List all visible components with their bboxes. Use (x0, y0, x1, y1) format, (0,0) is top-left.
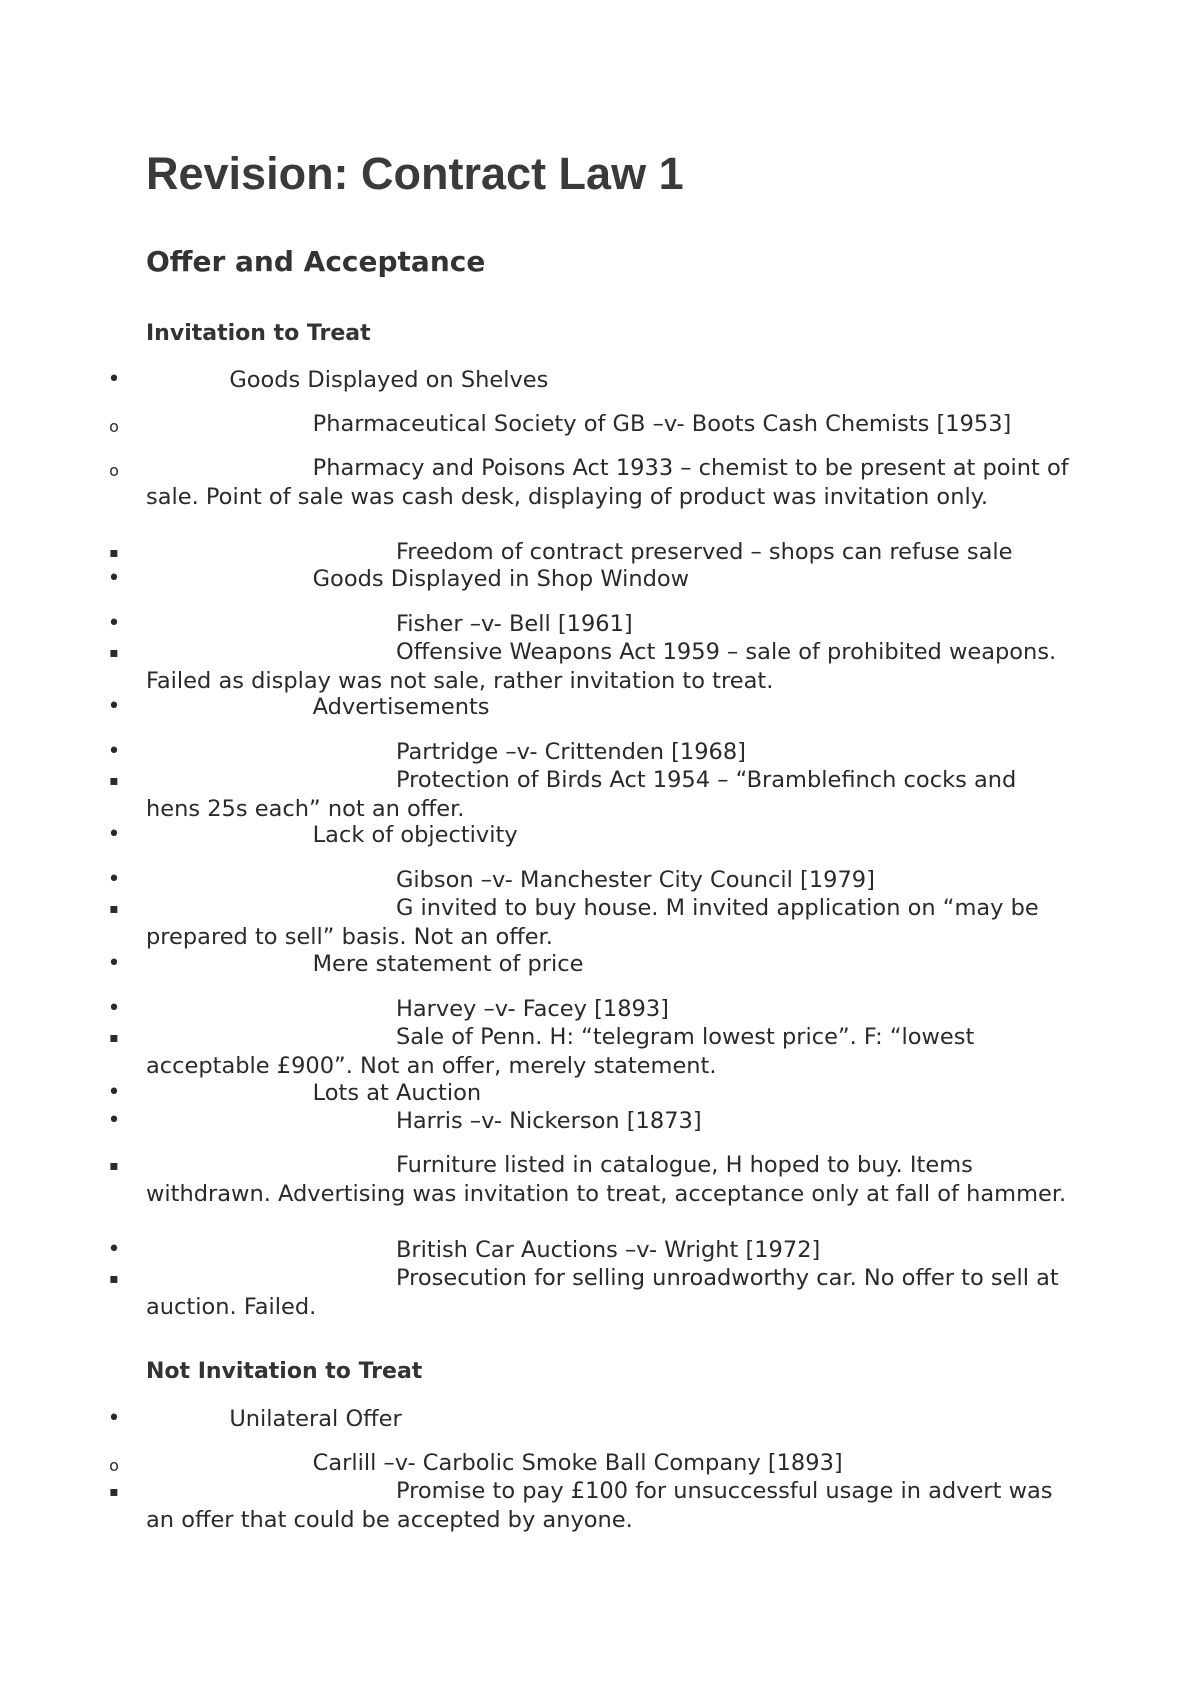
bullet-dot-icon (104, 1405, 124, 1434)
list-item-text: Pharmaceutical Society of GB –v- Boots Cash Chemists [1953] (312, 411, 1012, 437)
list-item-text: G invited to buy house. M invited application on “may be prepared to sell” basis. Not an offer. (146, 895, 1046, 950)
list-item (146, 454, 1076, 511)
bullet-dot-icon (104, 995, 124, 1024)
bullet-square-icon (104, 1477, 124, 1508)
list-item (146, 1079, 1076, 1108)
bullet-dot-icon (104, 610, 124, 639)
list-item (146, 995, 1076, 1024)
list-item-text: Mere statement of price (312, 951, 584, 977)
list-item-text: Lack of objectivity (312, 822, 518, 848)
list-item-text: Unilateral Offer (229, 1406, 402, 1432)
list-item-text: Lots at Auction (312, 1080, 482, 1106)
document-title: Revision: Contract Law 1 (146, 148, 684, 199)
bullet-square-icon (104, 538, 124, 569)
list-item (146, 1151, 1076, 1208)
bullet-dot-icon (104, 366, 124, 395)
list-item-text: Advertisements (312, 694, 490, 720)
bullet-square-icon (104, 1151, 124, 1182)
list-item-text: Prosecution for selling unroadworthy car. No offer to sell at auction. Failed. (146, 1265, 1066, 1320)
list-item (146, 766, 1076, 823)
bullet-dot-icon (104, 1236, 124, 1265)
bullet-dot-icon (104, 693, 124, 722)
bullet-square-icon (104, 766, 124, 797)
list-item (146, 950, 1076, 979)
bullet-dot-icon (104, 565, 124, 594)
list-item (146, 410, 1076, 439)
list-item (146, 1405, 1076, 1434)
list-item (146, 1449, 1076, 1478)
bullet-circle-icon (104, 410, 124, 440)
list-item (146, 1236, 1076, 1265)
list-item-text: British Car Auctions –v- Wright [1972] (395, 1237, 821, 1263)
bullet-dot-icon (104, 950, 124, 979)
list-item (146, 366, 1076, 395)
list-item-text: Carlill –v- Carbolic Smoke Ball Company [1893] (312, 1450, 843, 1476)
list-item-text: Goods Displayed on Shelves (229, 367, 549, 393)
list-item (146, 1264, 1076, 1321)
subheading-invitation-to-treat: Invitation to Treat (146, 321, 371, 346)
list-item (146, 1107, 1076, 1136)
list-item (146, 638, 1076, 695)
list-item (146, 821, 1076, 850)
bullet-circle-icon (104, 1449, 124, 1479)
list-item-text: Protection of Birds Act 1954 – “Bramblefinch cocks and hens 25s each” not an offer. (146, 767, 1024, 822)
bullet-dot-icon (104, 1107, 124, 1136)
list-item-text: Goods Displayed in Shop Window (312, 566, 690, 592)
subheading-not-invitation-to-treat: Not Invitation to Treat (146, 1359, 423, 1384)
list-item-text: Sale of Penn. H: “telegram lowest price”. F: “lowest acceptable £900”. Not an offer, merely statement. (146, 1024, 982, 1079)
list-item (146, 610, 1076, 639)
bullet-dot-icon (104, 738, 124, 767)
list-item (146, 693, 1076, 722)
section-heading: Offer and Acceptance (146, 245, 486, 278)
bullet-square-icon (104, 1023, 124, 1054)
list-item (146, 1023, 1076, 1080)
list-item (146, 894, 1076, 951)
list-item-text: Partridge –v- Crittenden [1968] (395, 739, 746, 765)
bullet-square-icon (104, 894, 124, 925)
bullet-dot-icon (104, 1079, 124, 1108)
list-item-text: Harris –v- Nickerson [1873] (395, 1108, 702, 1134)
bullet-dot-icon (104, 821, 124, 850)
list-item-text: Furniture listed in catalogue, H hoped to buy. Items withdrawn. Advertising was invitation to treat, acceptance only at fall of hammer. (146, 1152, 1067, 1207)
bullet-dot-icon (104, 866, 124, 895)
list-item (146, 866, 1076, 895)
list-item (146, 565, 1076, 594)
list-item-text: Harvey –v- Facey [1893] (395, 996, 669, 1022)
bullet-square-icon (104, 1264, 124, 1295)
bullet-circle-icon (104, 454, 124, 484)
list-item-text: Promise to pay £100 for unsuccessful usage in advert was an offer that could be accepted by anyone. (146, 1478, 1060, 1533)
list-item-text: Fisher –v- Bell [1961] (395, 611, 633, 637)
list-item-text: Freedom of contract preserved – shops can refuse sale (395, 539, 1013, 565)
list-item-text: Gibson –v- Manchester City Council [1979] (395, 867, 875, 893)
list-item (146, 538, 1076, 567)
list-item (146, 738, 1076, 767)
bullet-square-icon (104, 638, 124, 669)
list-item (146, 1477, 1076, 1534)
list-item-text: Pharmacy and Poisons Act 1933 – chemist to be present at point of sale. Point of sale was cash desk, displaying of product was invitation only. (146, 455, 1076, 510)
list-item-text: Offensive Weapons Act 1959 – sale of prohibited weapons. Failed as display was not sale, rather invitation to treat. (146, 639, 1064, 694)
